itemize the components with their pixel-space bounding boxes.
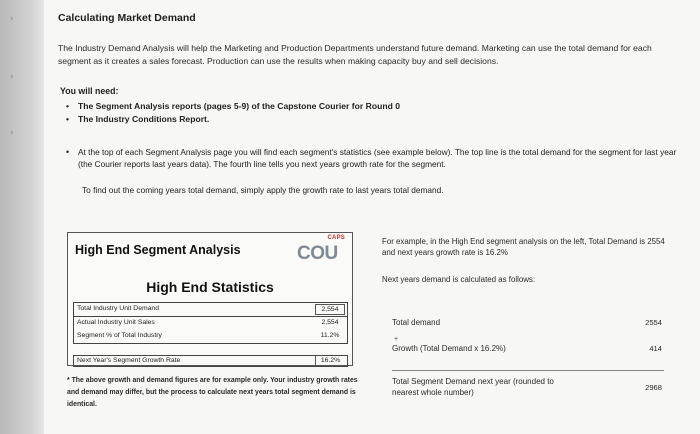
page-title: Calculating Market Demand [58, 12, 196, 24]
calc-label: Total Segment Demand next year (rounded to nearest whole number) [392, 377, 554, 397]
stat-value: 11.2% [320, 332, 340, 339]
stat-label: Actual Industry Unit Sales [77, 319, 155, 326]
calculation-intro: Next years demand is calculated as follows: [382, 275, 536, 284]
logo-caps-text: CAPS [327, 235, 345, 241]
chevron-right-icon[interactable]: › [10, 72, 14, 82]
table-row [74, 330, 347, 343]
table-row [74, 317, 347, 330]
table-row [392, 318, 662, 344]
growth-value: 16.2% [315, 356, 345, 366]
calc-value: 2554 [645, 318, 662, 327]
document-page [44, 0, 700, 434]
growth-rate-row [73, 355, 348, 367]
calc-value: 414 [649, 344, 662, 353]
segment-analysis-example [67, 232, 353, 366]
growth-label: Next Year's Segment Growth Rate [77, 357, 181, 364]
explanation-text: For example, in the High End segment analysis on the left, Total Demand is 2554 and next years growth rate is 16.2% [382, 237, 665, 257]
calc-label: Growth (Total Demand x 16.2%) [392, 344, 506, 353]
example-title: High End Segment Analysis [75, 243, 241, 257]
intro-paragraph: The Industry Demand Analysis will help the Marketing and Production Departments understand future demand. Marketing can use the total demand for each segment as it creates a sales forecast. Production can use the results when making capacity buy and sell decisions. [58, 43, 652, 66]
chevron-right-icon[interactable]: › [10, 14, 14, 24]
courier-logo [297, 235, 349, 267]
find-out-paragraph: To find out the coming years total demand, simply apply the growth rate to last years total demand. [82, 185, 444, 195]
stat-label: Total Industry Unit Demand [77, 305, 159, 312]
chevron-right-icon[interactable]: › [10, 128, 14, 138]
stat-label: Segment % of Total Industry [77, 332, 162, 339]
stats-table [73, 302, 348, 344]
logo-cou-text: COU [297, 243, 338, 264]
calc-value: 2968 [645, 383, 662, 392]
plus-sign: + [394, 336, 399, 343]
stat-value: 2,554 [315, 304, 345, 315]
needs-heading: You will need: [60, 86, 119, 96]
sum-rule [392, 370, 664, 371]
step-paragraph: • At the top of each Segment Analysis page you will find each segment's statistics (see example below). The top line is the total demand for the segment for last year (the Courier reports last years data). The fourth line tells you next years growth rate for the segment. [66, 146, 678, 170]
list-item: • The Industry Conditions Report. [66, 113, 400, 126]
list-item: • The Segment Analysis reports (pages 5-9) of the Capstone Courier for Round 0 [66, 100, 400, 113]
table-row [392, 344, 662, 376]
calculation-table [392, 318, 662, 398]
table-row [74, 303, 347, 316]
left-rail [0, 0, 44, 434]
table-row [392, 376, 662, 398]
example-note: * The above growth and demand figures are for example only. Your industry growth rates and demand may differ, but the process to calculate next years total segment demand is identical. [67, 377, 358, 408]
example-subtitle: High End Statistics [146, 279, 274, 295]
stat-value: 2,554 [321, 319, 339, 326]
needs-list [66, 100, 400, 126]
calc-label: Total demand [392, 318, 441, 327]
